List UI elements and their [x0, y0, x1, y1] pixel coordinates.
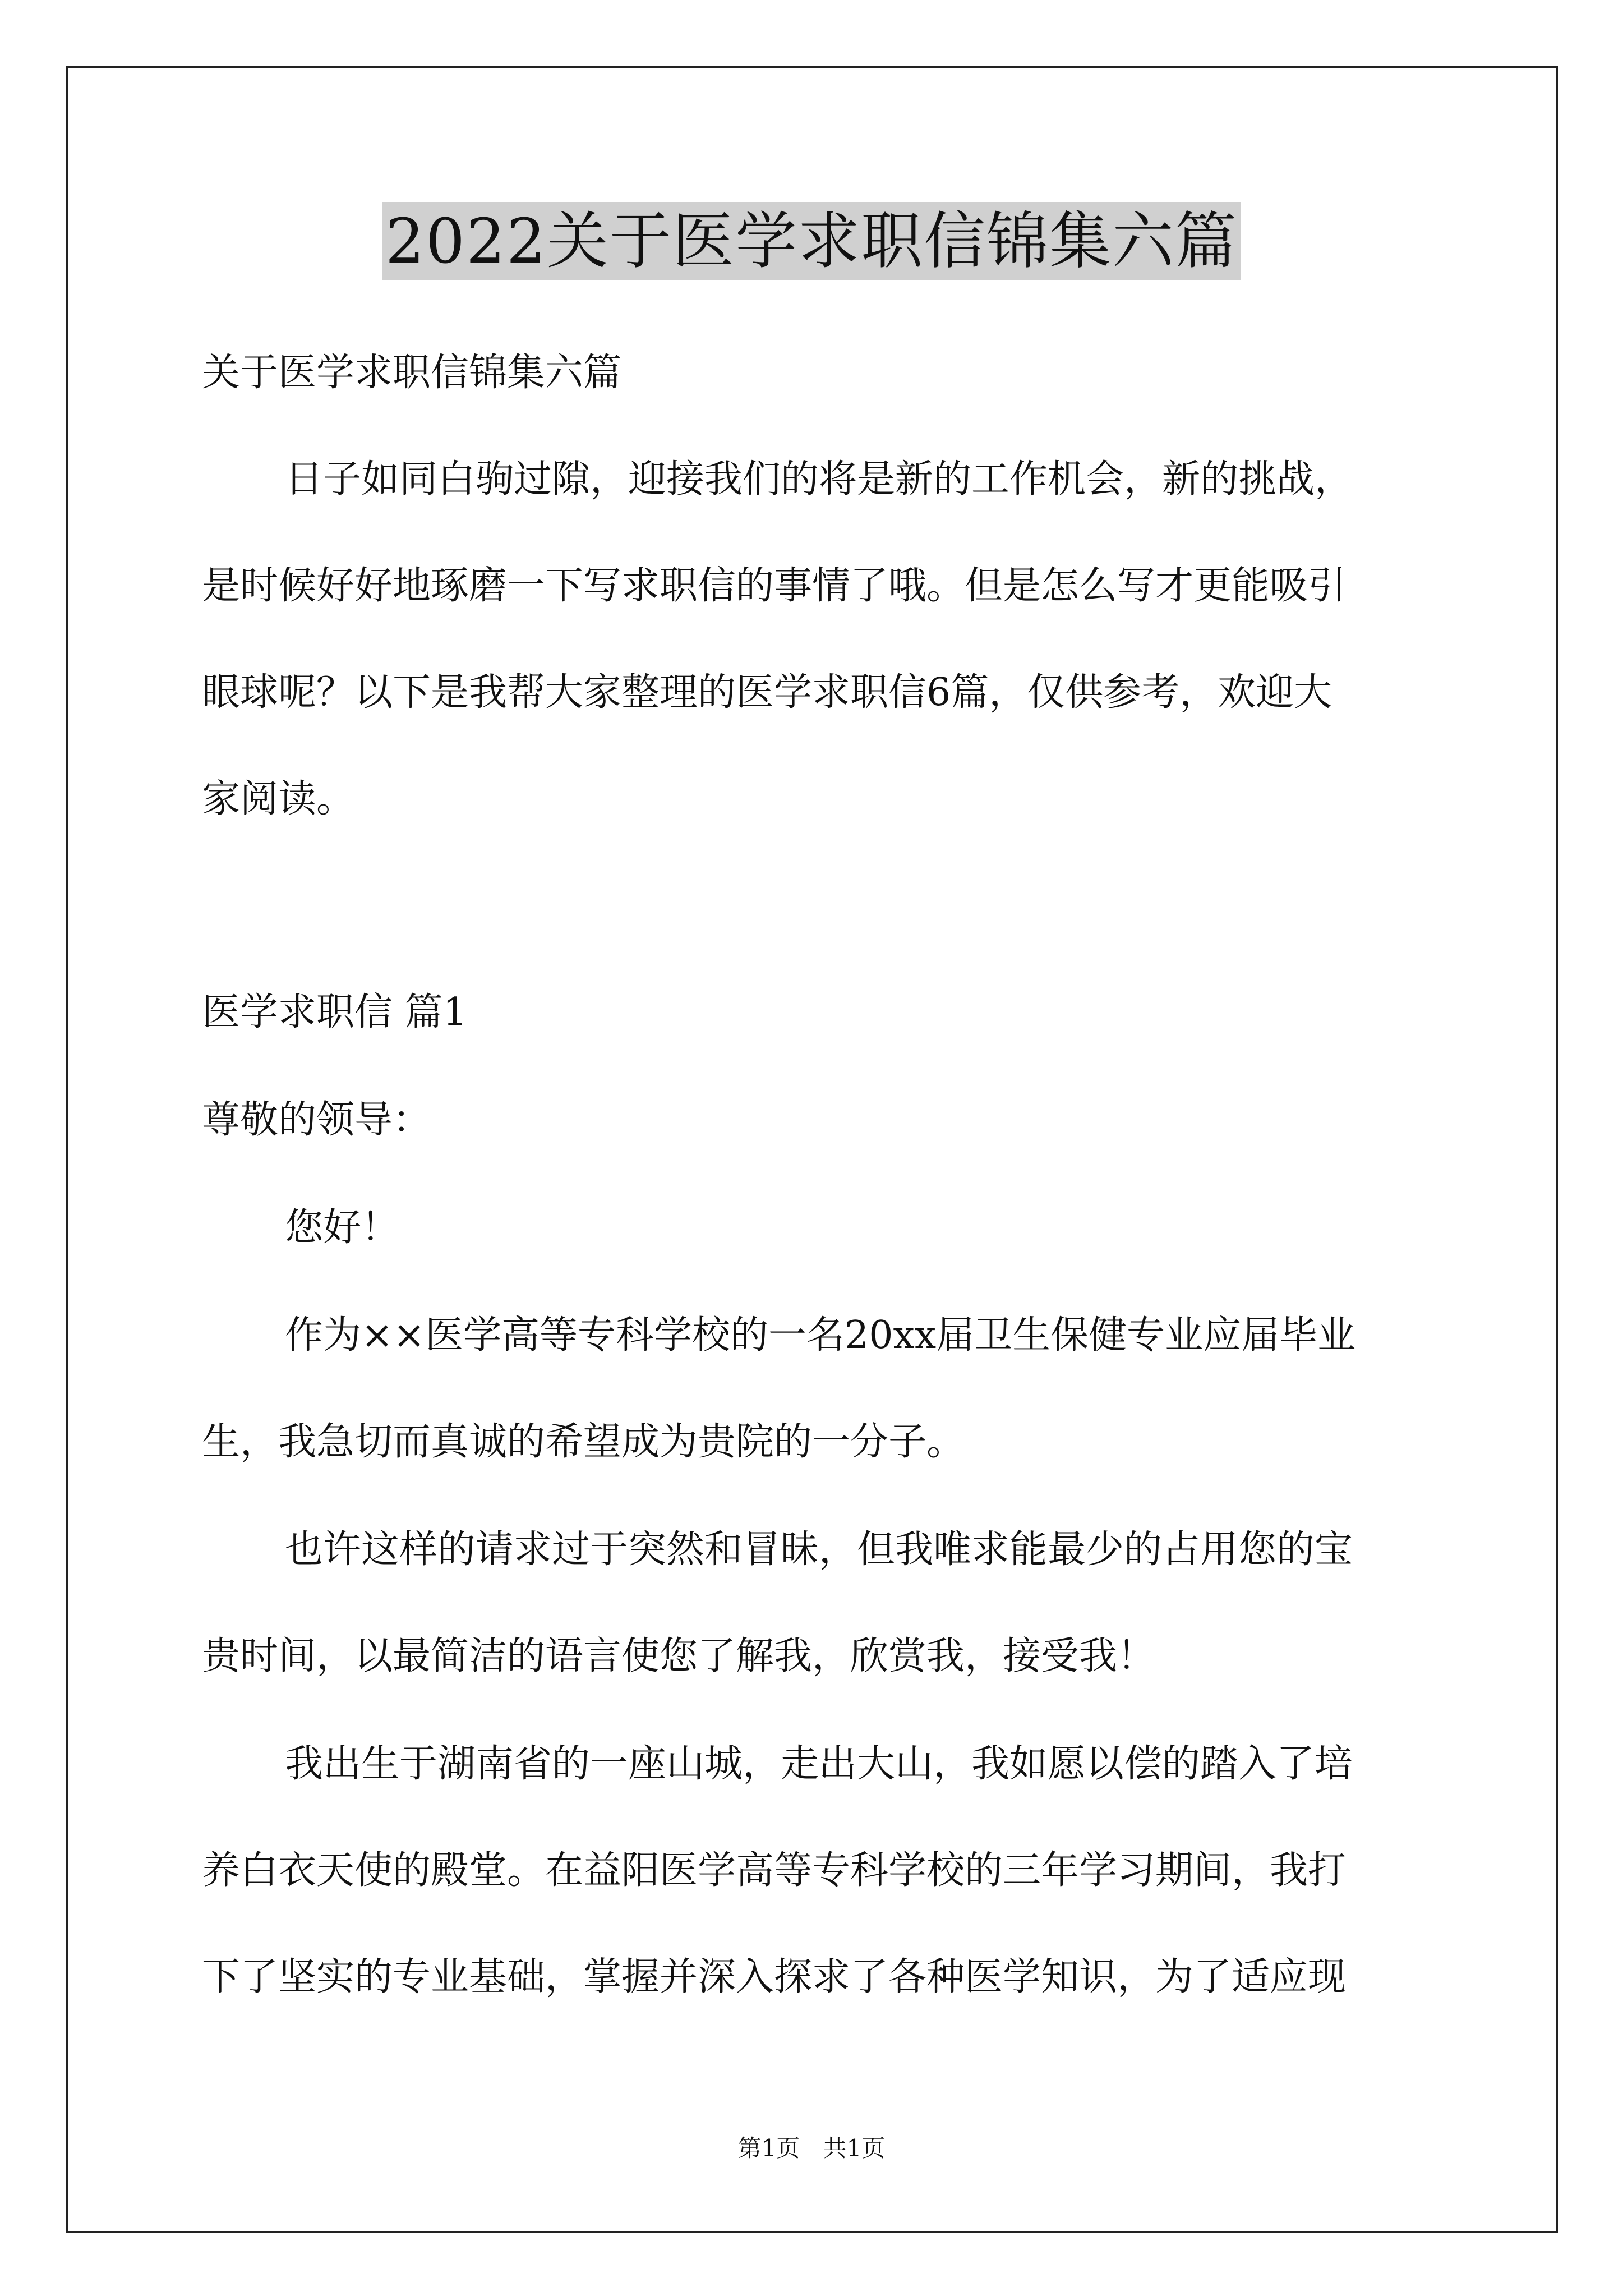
paragraph-line: 贵时间，以最简洁的语言使您了解我，欣赏我，接受我！	[202, 1634, 1156, 1678]
intro-line: 是时候好好地琢磨一下写求职信的事情了哦。但是怎么写才更能吸引	[202, 564, 1347, 608]
paragraph-1	[202, 1308, 1430, 1470]
section-heading: 医学求职信 篇1	[202, 990, 467, 1034]
intro-line: 家阅读。	[202, 777, 355, 821]
page-total: 共1页	[823, 2134, 886, 2162]
title-container	[0, 202, 1623, 280]
paragraph-3	[202, 1736, 1430, 2005]
paragraph-line: 生，我急切而真诚的希望成为贵院的一分子。	[202, 1420, 965, 1464]
page-number: 第1页	[737, 2134, 800, 2162]
paragraph-line: 作为××医学高等专科学校的一名20xx届卫生保健专业应届毕业	[285, 1313, 1356, 1358]
paragraph-line: 下了坚实的专业基础，掌握并深入探求了各种医学知识，为了适应现	[202, 1955, 1347, 1999]
paragraph-line: 养白衣天使的殿堂。在益阳医学高等专科学校的三年学习期间，我打	[202, 1848, 1347, 1893]
salutation: 尊敬的领导：	[202, 1098, 431, 1142]
intro-line: 眼球呢？以下是我帮大家整理的医学求职信6篇，仅供参考，欢迎大	[202, 670, 1332, 715]
paragraph-line: 也许这样的请求过于突然和冒昧，但我唯求能最少的占用您的宝	[285, 1527, 1353, 1572]
subtitle: 关于医学求职信锦集六篇	[202, 351, 622, 395]
paragraph-line: 我出生于湖南省的一座山城，走出大山，我如愿以偿的踏入了培	[285, 1742, 1353, 1786]
document-title: 2022关于医学求职信锦集六篇	[382, 202, 1241, 280]
document-body	[202, 345, 1430, 2005]
greeting: 您好！	[285, 1205, 400, 1250]
intro-line: 日子如同白驹过隙，迎接我们的将是新的工作机会，新的挑战，	[285, 457, 1353, 501]
paragraph-2	[202, 1522, 1430, 1685]
intro-paragraph	[202, 452, 1430, 827]
page-footer	[0, 2132, 1623, 2165]
